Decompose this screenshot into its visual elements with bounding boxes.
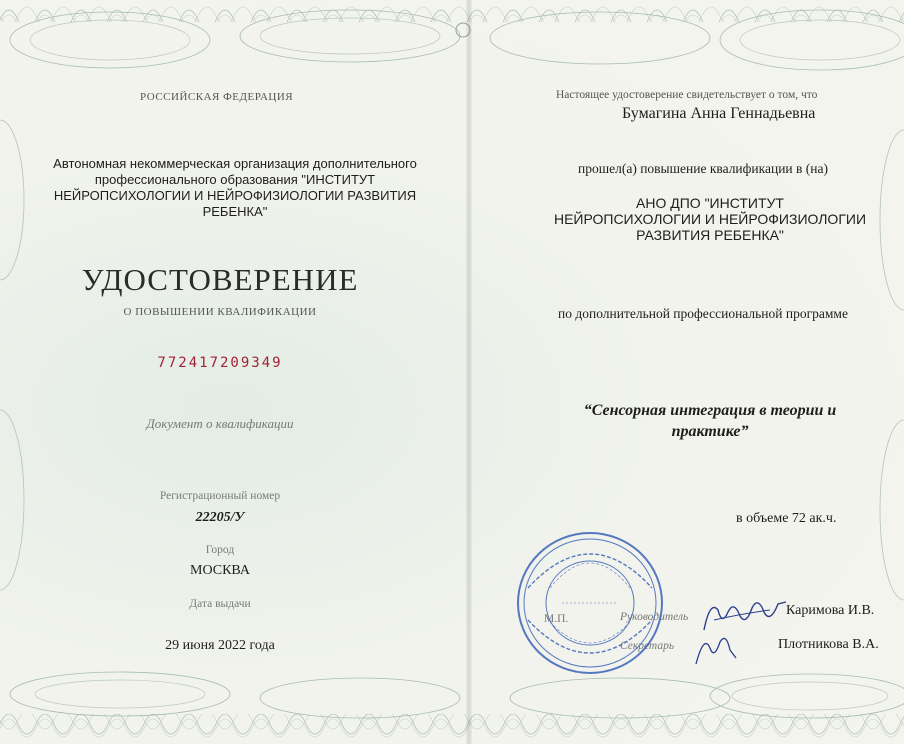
training-org-line-2: НЕЙРОПСИХОЛОГИИ И НЕЙРОФИЗИОЛОГИИ (553, 211, 867, 227)
holder-name: Бумагина Анна Геннадьевна (622, 105, 816, 122)
secretary-signature (690, 630, 740, 670)
document-title: УДОСТОВЕРЕНИЕ (81, 262, 359, 297)
program-title-line-2: практике” (671, 423, 749, 440)
city-label: Город (205, 544, 235, 556)
stamp-place-label: М.П. (544, 613, 569, 625)
organization-stamp (514, 528, 666, 678)
program-label: по дополнительной профессиональной программе (558, 306, 848, 321)
issuer-org-line-3: НЕЙРОПСИХОЛОГИИ И НЕЙРОФИЗИОЛОГИИ РАЗВИТИЯ (53, 188, 417, 203)
issuer-org-line-1: Автономная некоммерческая организация дополнительного (53, 156, 417, 171)
country-label: РОССИЙСКАЯ ФЕДЕРАЦИЯ (140, 91, 294, 103)
training-org-line-1: АНО ДПО "ИНСТИТУТ (636, 195, 784, 211)
issue-date-value: 29 июня 2022 года (165, 638, 275, 653)
document-kind: Документ о квалификации (146, 416, 294, 431)
city-value: МОСКВА (190, 563, 250, 578)
issuer-org-line-2: профессионального образования "ИНСТИТУТ (94, 172, 376, 187)
registration-number: 22205/У (195, 510, 245, 525)
certificate-number: 772417209349 (157, 355, 283, 371)
issue-date-label: Дата выдачи (189, 598, 251, 610)
certifies-intro: Настоящее удостоверение свидетельствует о том, что (556, 89, 818, 101)
secretary-name: Плотникова В.А. (778, 637, 879, 652)
issuer-org-line-4: РЕБЕНКА" (202, 204, 268, 219)
secretary-label: Секретарь (620, 640, 675, 652)
director-name: Каримова И.В. (786, 603, 875, 618)
passed-training-text: прошел(а) повышение квалификации в (на) (578, 161, 828, 176)
program-title-line-1: “Сенсорная интеграция в теории и (583, 402, 837, 419)
program-volume: в объеме 72 ак.ч. (736, 511, 837, 526)
director-label: Руководитель (620, 611, 689, 623)
document-subtitle: О ПОВЫШЕНИИ КВАЛИФИКАЦИИ (123, 306, 317, 318)
registration-label: Регистрационный номер (159, 490, 281, 502)
training-org-line-3: РАЗВИТИЯ РЕБЕНКА" (636, 227, 784, 243)
